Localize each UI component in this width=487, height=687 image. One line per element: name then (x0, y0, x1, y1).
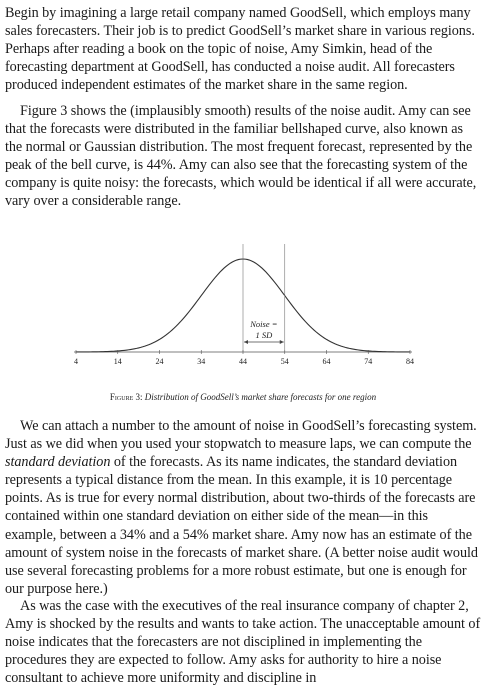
x-tick-label-4: 4 (74, 357, 78, 366)
x-tick-label-24: 24 (155, 357, 164, 366)
x-tick-label-34: 34 (197, 357, 206, 366)
paragraph-1: Begin by imagining a large retail company named GoodSell, which employs many sales forecasters. Their job is to predict GoodSell’s market share in various regions. Perhaps after reading a book on the topic of noise, Amy Simkin, head of the forecasting department at GoodSell, has conducted a noise audit. All forecasters produced independent estimates of the market share in the same region. (5, 5, 475, 94)
paragraph-3 (5, 417, 481, 598)
x-tick-label-54: 54 (280, 357, 289, 366)
sd-arrow-head-left (244, 340, 248, 344)
figure-caption (5, 392, 481, 402)
x-tick-label-14: 14 (113, 357, 122, 366)
noise-annotation-line1: Noise = (250, 319, 278, 329)
paragraph-3-part-b: of the forecasts. As its name indicates, the standard deviation represents a typical distance from the mean. In this example, it is 10 percentage points. As is true for every normal distribution, about two-thirds of the forecasts are contained within one standard deviation on either side of the mean—in this example, between a 34% and a 54% market share. Amy now has an estimate of the amount of system noise in the forecasts of market share. (A better noise audit would use several forecasting problems for a more robust estimate, but one is enough for our purpose here.) (5, 454, 478, 597)
paragraph-4: As was the case with the executives of the real insurance company of chapter 2, Amy is shocked by the results and wants to take action. The unacceptable amount of noise indicates that the forecasters are not disciplined in implementing the procedures they are expected to follow. Amy asks for authority to hire a noise consultant to achieve more uniformity and discipline in (5, 598, 481, 687)
figure-caption-label: Figure 3: (109, 392, 143, 402)
figure-3-chart (0, 216, 487, 376)
x-tick-label-74: 74 (364, 357, 373, 366)
x-tick-label-44: 44 (239, 357, 247, 366)
noise-annotation-line2: 1 SD (255, 330, 273, 340)
sd-arrow-head-right (280, 340, 284, 344)
x-tick-label-64: 64 (322, 357, 331, 366)
x-tick-label-84: 84 (406, 357, 414, 366)
figure-caption-text: Distribution of GoodSell’s market share forecasts for one region (144, 392, 377, 402)
paragraph-2: Figure 3 shows the (implausibly smooth) results of the noise audit. Amy can see that the forecasts were distributed in the familiar bellshaped curve, also known as the normal or Gaussian distribution. The most frequent forecast, represented by the peak of the bell curve, is 44%. Amy can also see that the forecasting system of the company is quite noisy: the forecasts, which would be identical if all were accurate, vary over a considerable range. (5, 103, 477, 210)
paragraph-3-emphasis: standard deviation (5, 454, 111, 471)
paragraph-3-part-a: We can attach a number to the amount of noise in GoodSell’s forecasting system. Just as we did when you used your stopwatch to measure laps, we can compute the (5, 418, 477, 453)
